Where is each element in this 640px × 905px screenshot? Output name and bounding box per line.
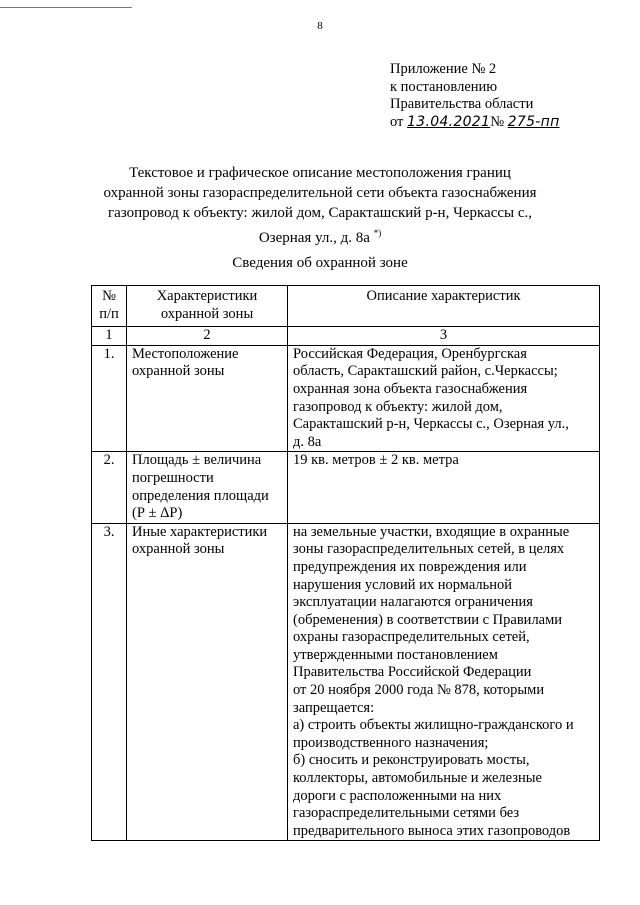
row-description xyxy=(288,523,600,841)
row-number: 1. xyxy=(92,345,127,452)
title-line-2: охранной зоны газораспределительной сети объекта газоснабжения xyxy=(103,185,537,201)
column-number-2: 2 xyxy=(127,327,288,346)
desc-line: предупреждения их повреждения или xyxy=(293,558,527,575)
date-prefix: от xyxy=(390,113,404,130)
desc-line: 19 кв. метров ± 2 кв. метра xyxy=(293,452,459,469)
desc-line: утвержденными постановлением xyxy=(293,646,498,663)
desc-line: коллекторы, автомобильные и железные xyxy=(293,770,542,787)
desc-line: охранная зона объекта газоснабжения xyxy=(293,380,528,397)
desc-line: газораспределительными сетями без xyxy=(293,805,520,822)
appendix-block xyxy=(390,61,560,131)
row-description xyxy=(288,345,600,452)
desc-line: б) сносить и реконструировать мосты, xyxy=(293,752,530,769)
row-number: 2. xyxy=(92,452,127,523)
table-row xyxy=(92,345,600,452)
zone-table xyxy=(91,285,600,841)
desc-line: производственного назначения; xyxy=(293,734,489,751)
desc-line: Российская Федерация, Оренбургская xyxy=(293,345,527,362)
header-description: Описание характеристик xyxy=(288,286,600,327)
desc-line: нарушения условий их нормальной xyxy=(293,576,513,593)
desc-line: Правительства Российской Федерации xyxy=(293,664,532,681)
number-prefix: № xyxy=(490,113,505,130)
desc-line: газопровод к объекту: жилой дом, xyxy=(293,398,503,415)
footnote-mark: *) xyxy=(373,228,382,238)
desc-line: от 20 ноября 2000 года № 878, которыми xyxy=(293,682,545,699)
section-subtitle: Сведения об охранной зоне xyxy=(232,255,408,271)
handwritten-date: 13.04.2021 xyxy=(407,113,491,130)
table-row xyxy=(92,523,600,841)
table-row xyxy=(92,452,600,523)
row-number: 3. xyxy=(92,523,127,841)
desc-line: (обременения) в соответствии с Правилами xyxy=(293,611,563,628)
desc-line: Саракташский р-н, Черкассы с., Озерная ул., xyxy=(293,416,569,433)
appendix-line-1: Приложение № 2 xyxy=(390,61,497,77)
desc-line: дороги с расположенными на них xyxy=(293,787,502,804)
page-number: 8 xyxy=(317,20,323,32)
header-characteristics: Характеристики охранной зоны xyxy=(127,286,288,327)
desc-line: а) строить объекты жилищно-гражданского и xyxy=(293,717,574,734)
appendix-line-2: к постановлению xyxy=(390,78,498,95)
table-header-row xyxy=(92,286,600,327)
desc-line: охраны газораспределительных сетей, xyxy=(293,629,530,646)
desc-line: зоны газораспределительных сетей, в целях xyxy=(293,541,565,558)
appendix-line-3: Правительства области xyxy=(390,96,534,112)
row-characteristic: Площадь ± величина погрешности определения площади (Р ± ΔР) xyxy=(127,452,288,523)
row-characteristic: Местоположение охранной зоны xyxy=(127,345,288,452)
header-number: № п/п xyxy=(92,286,127,327)
desc-line: предварительного выноса этих газопроводов xyxy=(293,822,571,839)
column-number-3: 3 xyxy=(288,327,600,346)
appendix-date-line xyxy=(390,114,560,132)
title-line-1: Текстовое и графическое описание местоположения границ xyxy=(129,165,511,181)
title-line-4 xyxy=(0,223,640,248)
column-number-row xyxy=(92,327,600,346)
column-number-1: 1 xyxy=(92,327,127,346)
desc-line: на земельные участки, входящие в охранные xyxy=(293,523,570,540)
row-characteristic: Иные характеристики охранной зоны xyxy=(127,523,288,841)
handwritten-number: 275-пп xyxy=(507,113,560,130)
desc-line: эксплуатации налагаются ограничения xyxy=(293,594,533,611)
desc-line: запрещается: xyxy=(293,699,375,716)
title-line-4-text: Озерная ул., д. 8а xyxy=(258,230,370,246)
row-description xyxy=(288,452,600,523)
top-rule xyxy=(0,7,132,8)
document-title xyxy=(0,163,640,248)
desc-line: д. 8а xyxy=(293,433,322,450)
desc-line: область, Саракташский район, с.Черкассы; xyxy=(293,363,558,380)
title-line-3: газопровод к объекту: жилой дом, Саракташский р-н, Черкассы с., xyxy=(107,205,533,221)
